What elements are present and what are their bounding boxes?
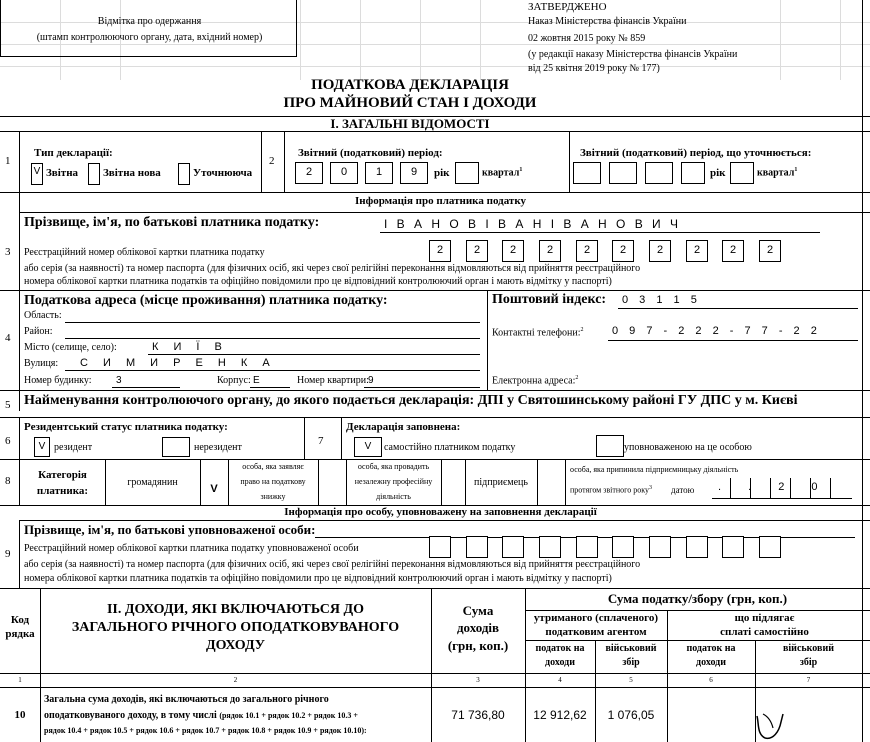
row8-num: 8 (5, 475, 11, 487)
reg-number-label: Реєстраційний номер облікової картки платника податку (24, 247, 265, 258)
row2-num: 2 (269, 155, 275, 167)
tax-office-text[interactable]: Найменування контролюючого органу, до якого подається декларація: ДПІ у Святошинському районі ГУ ДПС у м. Києві (24, 393, 798, 408)
filled-authorized-label: уповноваженою на це особою (624, 442, 752, 453)
row10-mil-withheld[interactable]: 1 076,05 (607, 708, 655, 722)
doc-title-line1: ПОДАТКОВА ДЕКЛАРАЦІЯ (311, 77, 509, 93)
oblast-label: Область: (24, 310, 62, 321)
ceased-label-line1: особа, яка припинила підприємницьку діяльність (570, 465, 739, 474)
pit-withheld-header-1: податок на (535, 643, 585, 654)
handwritten-mark (745, 708, 805, 742)
indep-opt-line2: незалежну професійну (354, 477, 433, 486)
category-label-1: Категорія (38, 469, 87, 481)
phone-label: Контактні телефони:$^2$ (492, 327, 584, 339)
filled-self-label: самостійно платником податку (384, 442, 516, 453)
authorized-name-label: Прізвище, ім'я, по батькові уповноваженої особи: (24, 522, 316, 537)
passport-note-line1: або серія (за наявності) та номер паспорта (для фізичних осіб, які через свої релігійні переконання відмовляються від прийняття реєстраційного (24, 263, 641, 274)
withheld-header-1: утриманого (сплаченого) (533, 612, 659, 624)
korpus-label: Корпус: (217, 375, 251, 386)
annual-label: Звітна (46, 167, 79, 179)
house-label: Номер будинку: (24, 375, 92, 386)
city-label: Місто (селище, село): (24, 342, 117, 353)
row1-num: 1 (5, 155, 11, 167)
filled-self-checkbox[interactable]: V (354, 437, 382, 457)
clarifying-label: Уточнююча (193, 167, 253, 179)
stamp-line1: Відмітка про одержання (97, 16, 202, 27)
year-digit-2[interactable]: 0 (330, 162, 358, 184)
auth-passport-line1: або серія (за наявності) та номер паспорта (для фізичних осіб, які через свої релігійні переконання відмовляються від прийняття реєстраційного (24, 559, 641, 570)
city-value[interactable]: К И Ї В (152, 341, 228, 353)
quarter-label: квартал$^1$ (482, 167, 523, 179)
receipt-stamp-box (0, 0, 297, 57)
auth-reg-digit-5[interactable] (576, 536, 598, 558)
row6-num: 6 (5, 435, 11, 447)
sum-header-1: Сума (462, 603, 494, 618)
book-opt-line3: знижку (260, 492, 286, 501)
payer-info-header: Інформація про платника податку (354, 195, 526, 207)
auth-reg-digit-4[interactable] (539, 536, 561, 558)
year-digit-3[interactable]: 1 (365, 162, 393, 184)
mil-self-header-1: військовий (783, 643, 834, 654)
postal-code-label: Поштовий індекс: (492, 292, 607, 307)
order-line1: Наказ Міністерства фінансів України (528, 16, 687, 27)
clar-year-digit-3[interactable] (645, 162, 673, 184)
year-digit-4[interactable]: 9 (400, 162, 428, 184)
auth-reg-digit-1[interactable] (429, 536, 451, 558)
section2-title-line2: ЗАГАЛЬНОГО РІЧНОГО ОПОДАТКОВУВАНОГО (71, 620, 400, 635)
reg-digit-10[interactable]: 2 (759, 240, 781, 262)
row4-num: 4 (5, 332, 11, 344)
citizen-label: громадянин (127, 477, 178, 488)
row10-desc-line2: оподатковуваного доходу, в тому числі (рядок 10.1 + рядок 10.2 + рядок 10.3 + (44, 710, 358, 721)
postal-code-value[interactable]: 0 3 1 1 5 (622, 294, 701, 306)
reg-digit-2[interactable]: 2 (466, 240, 488, 262)
ceased-label-line2: протягом звітного року$^3$ (570, 485, 653, 495)
year-suffix: рік (434, 167, 450, 179)
col-num-5: 5 (629, 676, 633, 684)
mil-self-header-2: збір (799, 657, 818, 668)
auth-reg-digit-7[interactable] (649, 536, 671, 558)
stamp-line2: (штамп контролюючого органу, дата, вхідний номер) (36, 32, 263, 43)
rayon-label: Район: (24, 326, 53, 337)
row3-num: 3 (5, 246, 11, 258)
phone-value[interactable]: 0 9 7 - 2 2 2 - 7 7 - 2 2 (612, 325, 821, 337)
sum-header-2: доходів (456, 620, 500, 635)
clar-year-digit-1[interactable] (573, 162, 601, 184)
year-digit-1[interactable]: 2 (295, 162, 323, 184)
doc-title-line2: ПРО МАЙНОВИЙ СТАН І ДОХОДИ (283, 95, 537, 111)
apartment-value[interactable]: 9 (368, 375, 374, 386)
clar-quarter-box[interactable] (730, 162, 754, 184)
auth-reg-digit-10[interactable] (759, 536, 781, 558)
row10-pit-withheld[interactable]: 12 912,62 (533, 708, 587, 722)
authorized-reg-label: Реєстраційний номер облікової картки платника податку уповноваженої особи (24, 543, 359, 554)
col-num-1: 1 (18, 676, 22, 684)
section2-title-line3: ДОХОДУ (205, 638, 266, 653)
clar-year-digit-4[interactable] (681, 162, 705, 184)
reg-digit-4[interactable]: 2 (539, 240, 561, 262)
citizen-check[interactable]: V (210, 483, 218, 495)
residency-label: Резидентський статус платника податку: (24, 421, 228, 433)
self-pay-header-1: що підлягає (734, 612, 795, 624)
filled-authorized-checkbox[interactable] (596, 435, 624, 457)
apartment-label: Номер квартири: (297, 375, 369, 386)
authorized-info-header: Інформація про особу, уповноважену на заповнення декларації (284, 506, 597, 518)
auth-reg-digit-3[interactable] (502, 536, 524, 558)
resident-checkbox[interactable]: V (34, 437, 50, 457)
pit-self-header-1: податок на (686, 643, 736, 654)
house-value[interactable]: 3 (116, 375, 122, 386)
nonresident-checkbox[interactable] (162, 437, 190, 457)
reg-digit-8[interactable]: 2 (686, 240, 708, 262)
reg-digit-3[interactable]: 2 (502, 240, 524, 262)
address-label: Податкова адреса (місце проживання) платника податку: (24, 293, 388, 308)
row10-code: 10 (14, 709, 26, 721)
filled-by-label: Декларація заповнена: (346, 421, 461, 433)
decl-type-label: Тип декларації: (34, 147, 113, 159)
col-num-7: 7 (806, 676, 811, 684)
row5-num: 5 (5, 399, 11, 411)
auth-reg-digit-6[interactable] (612, 536, 634, 558)
section2-title-line1: ІІ. ДОХОДИ, ЯКІ ВКЛЮЧАЮТЬСЯ ДО (106, 602, 365, 617)
self-pay-header-2: сплаті самостійно (720, 626, 809, 638)
auth-reg-digit-9[interactable] (722, 536, 744, 558)
book-opt-line1: особа, яка заявляє (242, 462, 304, 471)
row10-sum[interactable]: 71 736,80 (451, 708, 505, 722)
street-value[interactable]: С И М И Р Е Н К А (80, 357, 276, 369)
sum-header-3: (грн, коп.) (447, 638, 509, 653)
code-header-2: рядка (5, 628, 35, 640)
clar-year-digit-2[interactable] (609, 162, 637, 184)
auth-passport-line2: номера облікової картки платника податків та офіційно повідомили про це відповідний контролюючий орган і мають відмітку у паспорті) (24, 573, 612, 584)
row10-desc-line1: Загальна сума доходів, які включаються до загального річного (44, 694, 329, 705)
resident-label: резидент (54, 442, 93, 453)
order-line3: (у редакції наказу Міністерства фінансів України (528, 49, 738, 60)
entrepreneur-label: підприємець (474, 477, 528, 488)
annual-checkbox[interactable]: V (31, 163, 43, 185)
pit-withheld-header-2: доходи (545, 657, 575, 668)
col-num-6: 6 (709, 676, 713, 684)
approved-label: ЗАТВЕРДЖЕНО (528, 1, 607, 13)
nonresident-label: нерезидент (194, 442, 242, 453)
annual-new-label: Звітна нова (103, 167, 161, 179)
mil-withheld-header-2: збір (622, 657, 640, 668)
col-num-4: 4 (558, 676, 562, 684)
reg-digit-9[interactable]: 2 (722, 240, 744, 262)
payer-name-label: Прізвище, ім'я, по батькові платника податку: (24, 215, 320, 230)
indep-opt-line3: діяльність (376, 492, 411, 501)
order-line2: 02 жовтня 2015 року № 859 (528, 33, 646, 44)
auth-reg-digit-2[interactable] (466, 536, 488, 558)
clar-year-suffix: рік (710, 167, 726, 179)
pit-self-header-2: доходи (696, 657, 726, 668)
row10-desc-line3: рядок 10.4 + рядок 10.5 + рядок 10.6 + рядок 10.7 + рядок 10.8 + рядок 10.9 + рядок 10.10): (44, 726, 367, 735)
mil-withheld-header-1: військовий (605, 643, 657, 654)
withheld-header-2: податковим агентом (545, 626, 647, 638)
passport-note-line2: номера облікової картки платника податків та офіційно повідомили про це відповідний контролюючий орган і мають відмітку у паспорті) (24, 276, 612, 287)
reg-digit-7[interactable]: 2 (649, 240, 671, 262)
clar-quarter-label: квартал$^1$ (757, 167, 798, 179)
col-num-2: 2 (233, 676, 238, 684)
auth-reg-digit-8[interactable] (686, 536, 708, 558)
order-line4: від 25 квітня 2019 року № 177) (528, 63, 660, 74)
quarter-box[interactable] (455, 162, 479, 184)
ceased-date-value[interactable]: . . 2 0 (718, 481, 830, 493)
reg-digit-5[interactable]: 2 (576, 240, 598, 262)
book-opt-line2: право на податкову (240, 477, 306, 486)
street-label: Вулиця: (24, 358, 59, 369)
clar-period-label: Звітний (податковий) період, що уточнюється: (580, 147, 812, 159)
email-label: Електронна адреса:$^2$ (492, 375, 579, 387)
period-label: Звітний (податковий) період: (298, 147, 443, 159)
row9-num: 9 (5, 548, 11, 560)
category-label-2: платника: (36, 485, 89, 497)
annual-new-checkbox[interactable] (88, 163, 100, 185)
code-header-1: Код (10, 614, 30, 626)
reg-digit-1[interactable]: 2 (429, 240, 451, 262)
korpus-value[interactable]: Е (253, 375, 260, 386)
indep-opt-line1: особа, яка провадить (357, 462, 430, 471)
col-num-3: 3 (476, 676, 480, 684)
clarifying-checkbox[interactable] (178, 163, 190, 185)
payer-name-value[interactable]: І В А Н О В І В А Н І В А Н О В И Ч (384, 217, 681, 231)
tax-sum-header: Сума податку/збору (грн, коп.) (607, 591, 788, 606)
ceased-date-label: датою (671, 485, 695, 495)
reg-digit-6[interactable]: 2 (612, 240, 634, 262)
section1-title: І. ЗАГАЛЬНІ ВІДОМОСТІ (330, 116, 490, 131)
row7-num: 7 (318, 435, 324, 447)
